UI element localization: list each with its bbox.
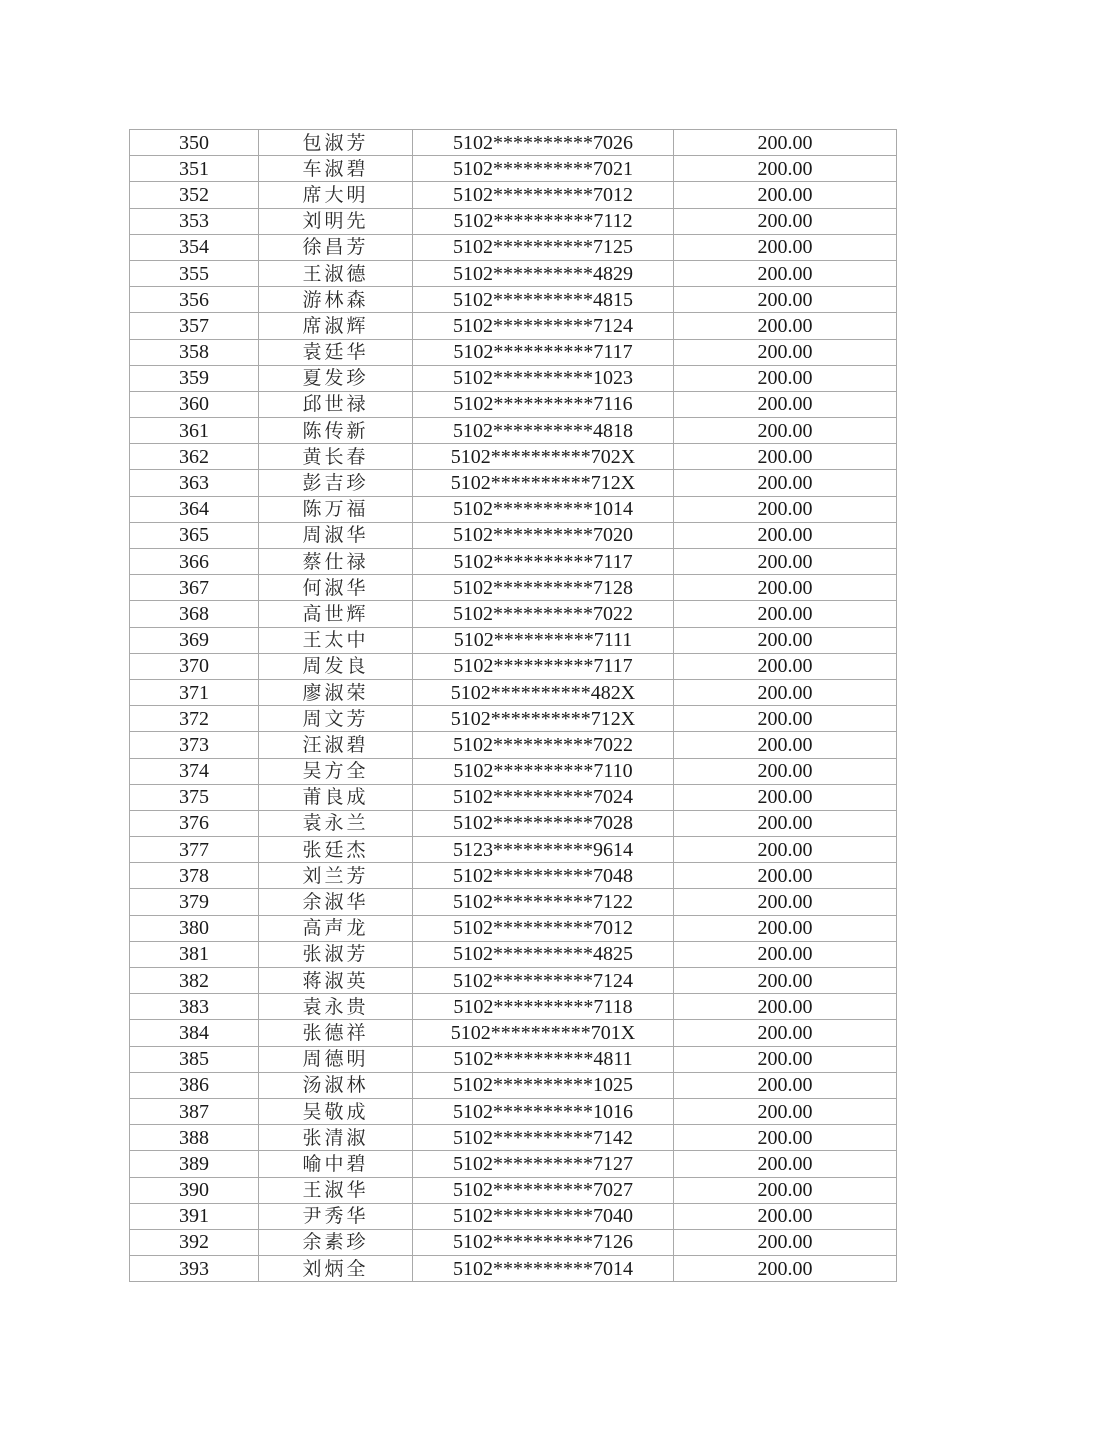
person-name-cell: 莆良成 xyxy=(259,784,413,810)
table-row xyxy=(130,1151,897,1177)
amount-cell: 200.00 xyxy=(674,313,897,339)
id-number-cell: 5102**********701X xyxy=(413,1020,674,1046)
amount-cell: 200.00 xyxy=(674,679,897,705)
person-name-cell: 车淑碧 xyxy=(259,156,413,182)
table-row xyxy=(130,1046,897,1072)
id-number-cell: 5102**********7048 xyxy=(413,863,674,889)
person-name-cell: 何淑华 xyxy=(259,575,413,601)
amount-cell: 200.00 xyxy=(674,182,897,208)
table-row xyxy=(130,784,897,810)
id-number-cell: 5102**********1016 xyxy=(413,1098,674,1124)
table-row xyxy=(130,182,897,208)
table-row xyxy=(130,706,897,732)
table-row xyxy=(130,260,897,286)
person-name-cell: 周发良 xyxy=(259,653,413,679)
row-number-cell: 365 xyxy=(130,522,259,548)
id-number-cell: 5102**********7022 xyxy=(413,601,674,627)
row-number-cell: 364 xyxy=(130,496,259,522)
table-row xyxy=(130,679,897,705)
id-number-cell: 5102**********7020 xyxy=(413,522,674,548)
person-name-cell: 王淑德 xyxy=(259,260,413,286)
id-number-cell: 5102**********7021 xyxy=(413,156,674,182)
amount-cell: 200.00 xyxy=(674,391,897,417)
person-name-cell: 高世辉 xyxy=(259,601,413,627)
amount-cell: 200.00 xyxy=(674,1229,897,1255)
table-row xyxy=(130,994,897,1020)
id-number-cell: 5102**********7125 xyxy=(413,234,674,260)
amount-cell: 200.00 xyxy=(674,863,897,889)
id-number-cell: 5102**********702X xyxy=(413,444,674,470)
person-name-cell: 包淑芳 xyxy=(259,130,413,156)
amount-cell: 200.00 xyxy=(674,287,897,313)
table-row xyxy=(130,391,897,417)
amount-cell: 200.00 xyxy=(674,653,897,679)
person-name-cell: 陈传新 xyxy=(259,418,413,444)
row-number-cell: 372 xyxy=(130,706,259,732)
amount-cell: 200.00 xyxy=(674,1098,897,1124)
table-row xyxy=(130,732,897,758)
row-number-cell: 368 xyxy=(130,601,259,627)
table-row xyxy=(130,496,897,522)
id-number-cell: 5102**********7012 xyxy=(413,915,674,941)
row-number-cell: 370 xyxy=(130,653,259,679)
person-name-cell: 席淑辉 xyxy=(259,313,413,339)
table-row xyxy=(130,941,897,967)
id-number-cell: 5102**********712X xyxy=(413,470,674,496)
id-number-cell: 5102**********7126 xyxy=(413,1229,674,1255)
row-number-cell: 375 xyxy=(130,784,259,810)
person-name-cell: 吴方全 xyxy=(259,758,413,784)
table-body xyxy=(130,130,897,1282)
id-number-cell: 5102**********7110 xyxy=(413,758,674,784)
table-row xyxy=(130,470,897,496)
amount-cell: 200.00 xyxy=(674,1072,897,1098)
person-name-cell: 汪淑碧 xyxy=(259,732,413,758)
row-number-cell: 356 xyxy=(130,287,259,313)
id-number-cell: 5102**********7118 xyxy=(413,994,674,1020)
amount-cell: 200.00 xyxy=(674,994,897,1020)
id-number-cell: 5102**********1023 xyxy=(413,365,674,391)
row-number-cell: 362 xyxy=(130,444,259,470)
table-row xyxy=(130,601,897,627)
amount-cell: 200.00 xyxy=(674,941,897,967)
person-name-cell: 蔡仕禄 xyxy=(259,549,413,575)
id-number-cell: 5102**********7124 xyxy=(413,313,674,339)
table-row xyxy=(130,418,897,444)
amount-cell: 200.00 xyxy=(674,601,897,627)
person-name-cell: 高声龙 xyxy=(259,915,413,941)
row-number-cell: 389 xyxy=(130,1151,259,1177)
person-name-cell: 陈万福 xyxy=(259,496,413,522)
table-row xyxy=(130,1020,897,1046)
table-row xyxy=(130,1203,897,1229)
person-name-cell: 张德祥 xyxy=(259,1020,413,1046)
row-number-cell: 379 xyxy=(130,889,259,915)
id-number-cell: 5102**********1014 xyxy=(413,496,674,522)
person-name-cell: 王淑华 xyxy=(259,1177,413,1203)
person-name-cell: 喻中碧 xyxy=(259,1151,413,1177)
person-name-cell: 尹秀华 xyxy=(259,1203,413,1229)
id-number-cell: 5102**********7128 xyxy=(413,575,674,601)
amount-cell: 200.00 xyxy=(674,418,897,444)
amount-cell: 200.00 xyxy=(674,339,897,365)
row-number-cell: 376 xyxy=(130,810,259,836)
amount-cell: 200.00 xyxy=(674,968,897,994)
person-name-cell: 袁廷华 xyxy=(259,339,413,365)
id-number-cell: 5102**********4829 xyxy=(413,260,674,286)
row-number-cell: 351 xyxy=(130,156,259,182)
id-number-cell: 5123**********9614 xyxy=(413,837,674,863)
id-number-cell: 5102**********7117 xyxy=(413,339,674,365)
amount-cell: 200.00 xyxy=(674,1125,897,1151)
row-number-cell: 353 xyxy=(130,208,259,234)
row-number-cell: 380 xyxy=(130,915,259,941)
table-row xyxy=(130,863,897,889)
table-row xyxy=(130,1256,897,1282)
id-number-cell: 5102**********7027 xyxy=(413,1177,674,1203)
person-name-cell: 彭吉珍 xyxy=(259,470,413,496)
id-number-cell: 5102**********7142 xyxy=(413,1125,674,1151)
row-number-cell: 369 xyxy=(130,627,259,653)
row-number-cell: 361 xyxy=(130,418,259,444)
row-number-cell: 371 xyxy=(130,679,259,705)
person-name-cell: 游林森 xyxy=(259,287,413,313)
amount-cell: 200.00 xyxy=(674,1203,897,1229)
table-row xyxy=(130,889,897,915)
amount-cell: 200.00 xyxy=(674,1151,897,1177)
row-number-cell: 352 xyxy=(130,182,259,208)
table-row xyxy=(130,653,897,679)
table-row xyxy=(130,575,897,601)
table-row xyxy=(130,313,897,339)
amount-cell: 200.00 xyxy=(674,156,897,182)
table-row xyxy=(130,522,897,548)
row-number-cell: 378 xyxy=(130,863,259,889)
table-row xyxy=(130,758,897,784)
person-name-cell: 夏发珍 xyxy=(259,365,413,391)
amount-cell: 200.00 xyxy=(674,470,897,496)
amount-cell: 200.00 xyxy=(674,706,897,732)
id-number-cell: 5102**********4811 xyxy=(413,1046,674,1072)
table-row xyxy=(130,365,897,391)
amount-cell: 200.00 xyxy=(674,365,897,391)
table-row xyxy=(130,1072,897,1098)
table-row xyxy=(130,339,897,365)
person-name-cell: 周文芳 xyxy=(259,706,413,732)
row-number-cell: 386 xyxy=(130,1072,259,1098)
row-number-cell: 354 xyxy=(130,234,259,260)
id-number-cell: 5102**********482X xyxy=(413,679,674,705)
person-name-cell: 席大明 xyxy=(259,182,413,208)
person-name-cell: 徐昌芳 xyxy=(259,234,413,260)
table-row xyxy=(130,444,897,470)
person-name-cell: 周德明 xyxy=(259,1046,413,1072)
amount-cell: 200.00 xyxy=(674,1046,897,1072)
table-row xyxy=(130,549,897,575)
id-number-cell: 5102**********7122 xyxy=(413,889,674,915)
row-number-cell: 363 xyxy=(130,470,259,496)
id-number-cell: 5102**********7112 xyxy=(413,208,674,234)
amount-cell: 200.00 xyxy=(674,1256,897,1282)
id-number-cell: 5102**********1025 xyxy=(413,1072,674,1098)
row-number-cell: 390 xyxy=(130,1177,259,1203)
amount-cell: 200.00 xyxy=(674,915,897,941)
table-row xyxy=(130,208,897,234)
amount-cell: 200.00 xyxy=(674,627,897,653)
table-row xyxy=(130,1098,897,1124)
row-number-cell: 385 xyxy=(130,1046,259,1072)
id-number-cell: 5102**********7040 xyxy=(413,1203,674,1229)
person-name-cell: 张淑芳 xyxy=(259,941,413,967)
id-number-cell: 5102**********7014 xyxy=(413,1256,674,1282)
table-row xyxy=(130,968,897,994)
id-number-cell: 5102**********7117 xyxy=(413,653,674,679)
id-number-cell: 5102**********712X xyxy=(413,706,674,732)
person-name-cell: 刘兰芳 xyxy=(259,863,413,889)
row-number-cell: 383 xyxy=(130,994,259,1020)
person-name-cell: 周淑华 xyxy=(259,522,413,548)
table-row xyxy=(130,627,897,653)
person-name-cell: 张清淑 xyxy=(259,1125,413,1151)
row-number-cell: 367 xyxy=(130,575,259,601)
id-number-cell: 5102**********7026 xyxy=(413,130,674,156)
row-number-cell: 391 xyxy=(130,1203,259,1229)
person-name-cell: 余素珍 xyxy=(259,1229,413,1255)
row-number-cell: 359 xyxy=(130,365,259,391)
person-name-cell: 袁永兰 xyxy=(259,810,413,836)
id-number-cell: 5102**********7124 xyxy=(413,968,674,994)
person-name-cell: 刘炳全 xyxy=(259,1256,413,1282)
row-number-cell: 374 xyxy=(130,758,259,784)
amount-cell: 200.00 xyxy=(674,496,897,522)
table-row xyxy=(130,287,897,313)
table-row xyxy=(130,1229,897,1255)
row-number-cell: 381 xyxy=(130,941,259,967)
row-number-cell: 392 xyxy=(130,1229,259,1255)
row-number-cell: 384 xyxy=(130,1020,259,1046)
person-name-cell: 张廷杰 xyxy=(259,837,413,863)
person-name-cell: 袁永贵 xyxy=(259,994,413,1020)
amount-cell: 200.00 xyxy=(674,889,897,915)
id-number-cell: 5102**********4815 xyxy=(413,287,674,313)
amount-cell: 200.00 xyxy=(674,758,897,784)
amount-cell: 200.00 xyxy=(674,1177,897,1203)
amount-cell: 200.00 xyxy=(674,260,897,286)
amount-cell: 200.00 xyxy=(674,208,897,234)
amount-cell: 200.00 xyxy=(674,837,897,863)
id-number-cell: 5102**********7116 xyxy=(413,391,674,417)
table-row xyxy=(130,234,897,260)
id-number-cell: 5102**********7028 xyxy=(413,810,674,836)
amount-cell: 200.00 xyxy=(674,732,897,758)
id-number-cell: 5102**********4825 xyxy=(413,941,674,967)
row-number-cell: 388 xyxy=(130,1125,259,1151)
row-number-cell: 355 xyxy=(130,260,259,286)
table-row xyxy=(130,810,897,836)
table-row xyxy=(130,1177,897,1203)
amount-cell: 200.00 xyxy=(674,575,897,601)
subsidy-list-table xyxy=(129,129,897,1282)
amount-cell: 200.00 xyxy=(674,444,897,470)
person-name-cell: 汤淑林 xyxy=(259,1072,413,1098)
id-number-cell: 5102**********7127 xyxy=(413,1151,674,1177)
id-number-cell: 5102**********7012 xyxy=(413,182,674,208)
person-name-cell: 蒋淑英 xyxy=(259,968,413,994)
table-row xyxy=(130,156,897,182)
person-name-cell: 廖淑荣 xyxy=(259,679,413,705)
id-number-cell: 5102**********7111 xyxy=(413,627,674,653)
amount-cell: 200.00 xyxy=(674,810,897,836)
person-name-cell: 刘明先 xyxy=(259,208,413,234)
row-number-cell: 366 xyxy=(130,549,259,575)
row-number-cell: 373 xyxy=(130,732,259,758)
row-number-cell: 382 xyxy=(130,968,259,994)
amount-cell: 200.00 xyxy=(674,522,897,548)
table-row xyxy=(130,837,897,863)
amount-cell: 200.00 xyxy=(674,784,897,810)
table-row xyxy=(130,1125,897,1151)
id-number-cell: 5102**********7022 xyxy=(413,732,674,758)
amount-cell: 200.00 xyxy=(674,234,897,260)
table-row xyxy=(130,130,897,156)
person-name-cell: 邱世禄 xyxy=(259,391,413,417)
person-name-cell: 王太中 xyxy=(259,627,413,653)
row-number-cell: 387 xyxy=(130,1098,259,1124)
row-number-cell: 357 xyxy=(130,313,259,339)
amount-cell: 200.00 xyxy=(674,1020,897,1046)
row-number-cell: 393 xyxy=(130,1256,259,1282)
id-number-cell: 5102**********7024 xyxy=(413,784,674,810)
id-number-cell: 5102**********7117 xyxy=(413,549,674,575)
person-name-cell: 黄长春 xyxy=(259,444,413,470)
row-number-cell: 350 xyxy=(130,130,259,156)
id-number-cell: 5102**********4818 xyxy=(413,418,674,444)
row-number-cell: 358 xyxy=(130,339,259,365)
person-name-cell: 吴敬成 xyxy=(259,1098,413,1124)
person-name-cell: 余淑华 xyxy=(259,889,413,915)
row-number-cell: 360 xyxy=(130,391,259,417)
amount-cell: 200.00 xyxy=(674,130,897,156)
table-row xyxy=(130,915,897,941)
amount-cell: 200.00 xyxy=(674,549,897,575)
row-number-cell: 377 xyxy=(130,837,259,863)
